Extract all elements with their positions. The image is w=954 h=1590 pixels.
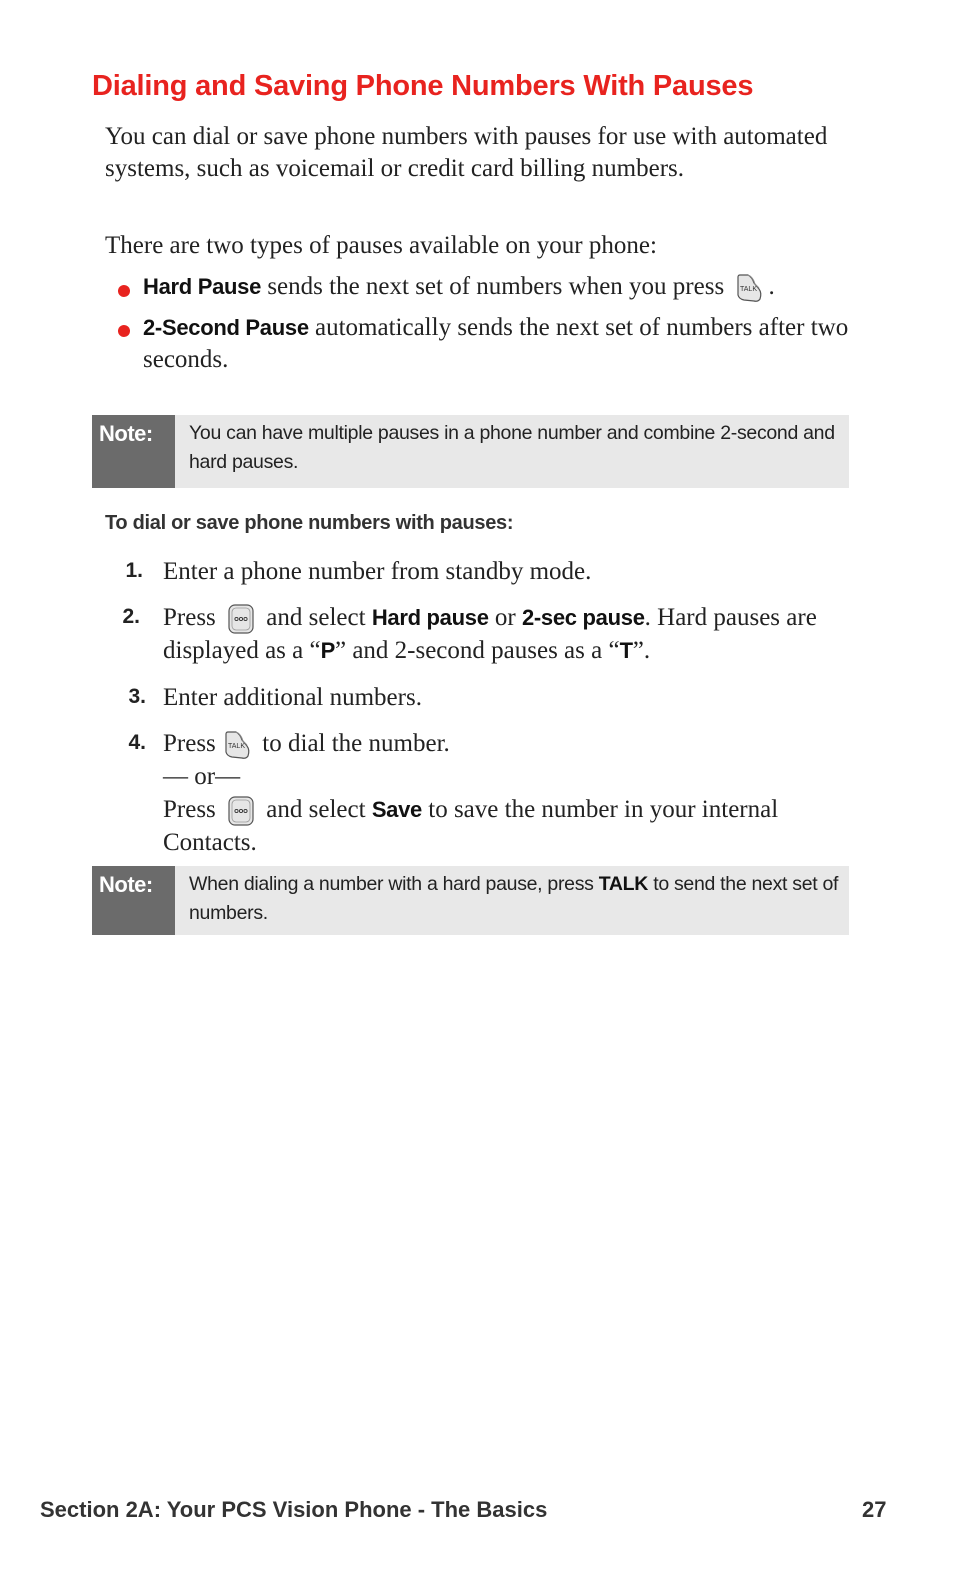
pause-types-intro: There are two types of pauses available on your phone:: [105, 232, 657, 259]
page-title: Dialing and Saving Phone Numbers With Pauses: [92, 70, 754, 102]
step-3-text: Enter additional numbers.: [163, 684, 422, 711]
term-hard-pause: Hard Pause: [143, 274, 262, 299]
step-number: 1.: [125, 559, 143, 582]
note-label: Note:: [92, 415, 175, 488]
page-number: 27: [862, 1497, 887, 1522]
intro-paragraph: You can dial or save phone numbers with pauses for use with automated systems, such as voicemail or credit card billing numbers.: [105, 123, 828, 182]
bullet-hard-pause: Hard Pause sends the next set of numbers when you press .: [143, 271, 868, 303]
term-2-second-pause: 2-Second Pause: [143, 315, 309, 340]
step-4-text: Press to dial the number. — or— Press and select Save to save the number in your internal Contacts.: [163, 730, 779, 856]
footer-section-title: Section 2A: Your PCS Vision Phone - The Basics: [40, 1497, 548, 1522]
procedure-heading: To dial or save phone numbers with pauses:: [105, 512, 514, 534]
step-number: 2.: [122, 605, 140, 628]
note-text: When dialing a number with a hard pause, press TALK to send the next set of numbers.: [189, 873, 839, 924]
or-separator: — or—: [163, 763, 241, 790]
step-1-text: Enter a phone number from standby mode.: [163, 558, 592, 585]
step-2-text: Press and select Hard pause or 2-sec pause. Hard pauses are displayed as a “P” and 2-second pauses as a “T”.: [163, 604, 817, 664]
step-number: 4.: [128, 731, 146, 754]
note-box: [92, 415, 849, 488]
step-number: 3.: [128, 685, 146, 708]
note-label: Note:: [92, 866, 175, 935]
bullet-2-second-pause: 2-Second Pause automatically sends the next set of numbers after two seconds.: [143, 314, 849, 373]
menu-key-icon: [226, 604, 256, 634]
talk-key-icon: [734, 273, 764, 303]
bullet-dot: [118, 325, 130, 337]
talk-key-icon: [222, 730, 252, 760]
note-box: [92, 866, 849, 935]
note-text: You can have multiple pauses in a phone number and combine 2-second and hard pauses.: [189, 422, 835, 473]
menu-key-icon: [226, 796, 256, 826]
bullet-dot: [118, 285, 130, 297]
